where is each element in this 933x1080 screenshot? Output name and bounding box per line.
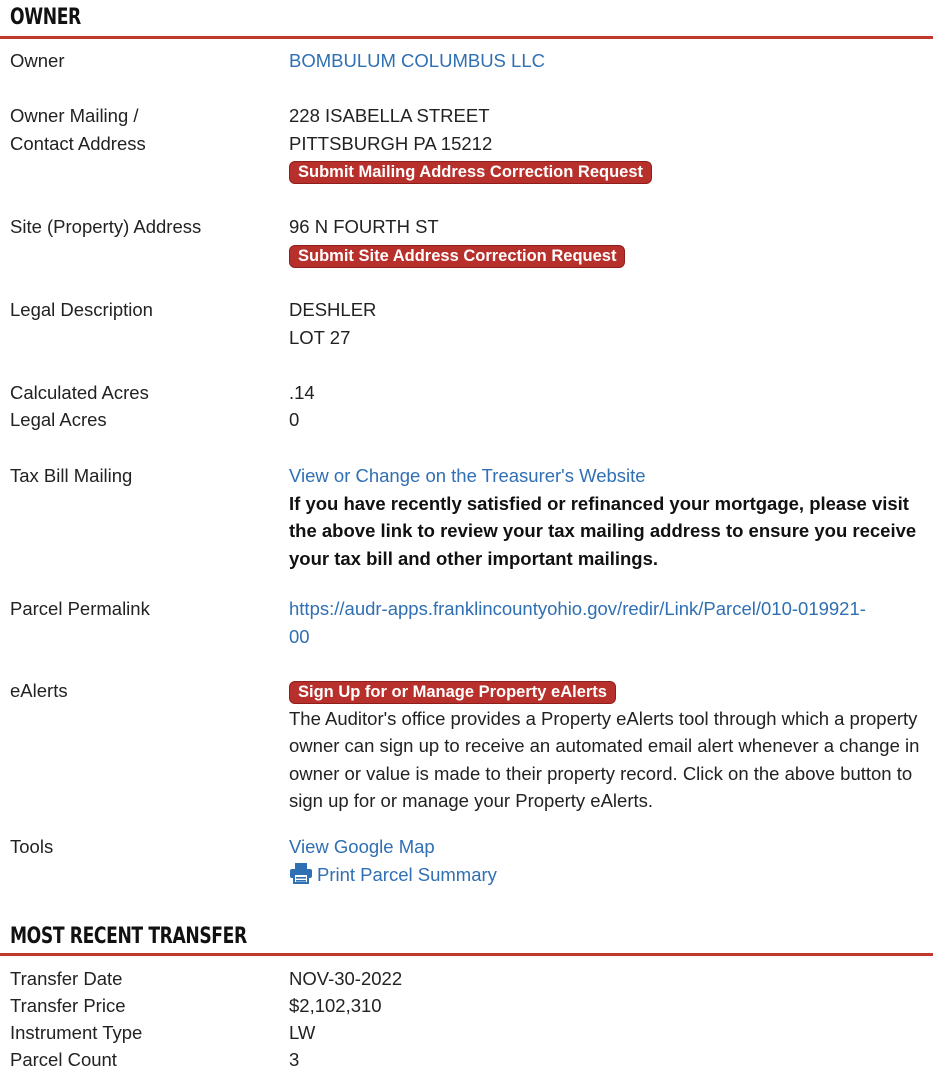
printer-icon[interactable]: [289, 862, 313, 892]
print-summary-row[interactable]: [289, 861, 929, 892]
transfer-section-title: MOST RECENT TRANSFER: [10, 924, 247, 949]
transfer-price-label: Transfer Price: [10, 995, 126, 1016]
site-address-label: Site (Property) Address: [10, 216, 202, 237]
legal-description-line1: DESHLER: [289, 299, 377, 320]
ealerts-label: eAlerts: [10, 680, 68, 701]
mailing-address-correction-button[interactable]: Submit Mailing Address Correction Request: [289, 161, 652, 184]
tax-bill-mailing-value: [289, 462, 921, 572]
parcel-permalink-label: Parcel Permalink: [10, 598, 150, 619]
site-address-value: [289, 213, 929, 268]
transfer-date-value: NOV-30-2022: [289, 968, 403, 989]
instrument-type-value: LW: [289, 1022, 316, 1043]
transfer-date-label: Transfer Date: [10, 968, 123, 989]
mailing-address-line1: 228 ISABELLA STREET: [289, 105, 490, 126]
calculated-acres-value: .14: [289, 382, 315, 403]
parcel-permalink-line2[interactable]: 00: [289, 625, 310, 647]
parcel-count-label: Parcel Count: [10, 1049, 117, 1070]
mailing-label-line1: Owner Mailing /: [10, 105, 139, 126]
legal-description-label: Legal Description: [10, 299, 153, 320]
parcel-permalink-value[interactable]: [289, 595, 929, 650]
mailing-value: [289, 102, 929, 185]
tax-bill-mailing-note: If you have recently satisfied or refinanced your mortgage, please visit the above link to review your tax mailing address to ensure you receive your tax bill and other important mailings.: [289, 492, 917, 569]
tools-value: [289, 833, 929, 891]
treasurer-website-link[interactable]: View or Change on the Treasurer's Website: [289, 465, 646, 486]
site-address-correction-button[interactable]: Submit Site Address Correction Request: [289, 245, 625, 268]
legal-acres-value: 0: [289, 409, 300, 430]
owner-value-row: [289, 47, 929, 75]
calculated-acres-label: Calculated Acres: [10, 382, 149, 403]
owner-label: Owner: [10, 50, 65, 71]
ealerts-value: [289, 677, 929, 815]
owner-section-title: OWNER: [10, 5, 81, 30]
instrument-type-label: Instrument Type: [10, 1022, 143, 1043]
tools-label: Tools: [10, 836, 54, 857]
tax-bill-mailing-label: Tax Bill Mailing: [10, 465, 133, 486]
owner-section-rule: [0, 36, 933, 39]
owner-name-link[interactable]: BOMBULUM COLUMBUS LLC: [289, 50, 545, 71]
site-address-line1: 96 N FOURTH ST: [289, 216, 439, 237]
ealerts-description: The Auditor's office provides a Property eAlerts tool through which a property owner can sign up to receive an automated email alert whenever a change in owner or value is made to their property record. Click on the above button to sign up for or manage your Property eAlerts.: [289, 707, 920, 811]
mailing-address-line2: PITTSBURGH PA 15212: [289, 132, 493, 154]
legal-description-line2: LOT 27: [289, 326, 351, 348]
google-map-link[interactable]: View Google Map: [289, 836, 435, 857]
legal-acres-label: Legal Acres: [10, 409, 107, 430]
ealerts-signup-button[interactable]: Sign Up for or Manage Property eAlerts: [289, 681, 616, 704]
legal-description-value: [289, 296, 929, 351]
parcel-permalink-line1[interactable]: https://audr-apps.franklincountyohio.gov/redir/Link/Parcel/010-019921-: [289, 598, 866, 619]
transfer-price-value: $2,102,310: [289, 995, 382, 1016]
print-parcel-summary-link[interactable]: Print Parcel Summary: [317, 863, 497, 885]
parcel-count-value: 3: [289, 1049, 300, 1070]
mailing-label: [10, 102, 280, 157]
transfer-section-rule: [0, 953, 933, 956]
mailing-label-line2: Contact Address: [10, 132, 146, 154]
